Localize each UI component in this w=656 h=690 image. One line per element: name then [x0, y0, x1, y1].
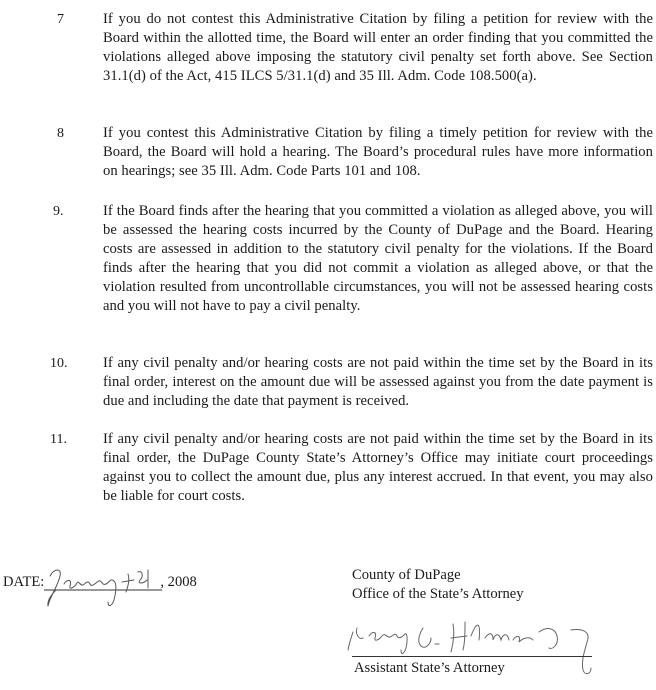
paragraph-text: If any civil penalty and/or hearing costs are not paid within the time set by the Board in its final order, the DuPage County State’s Attorney’s Office may initiate court proceedings against you to collect the amount due, plus any interest accrued. In that event, you may also be liable for court costs. [103, 431, 653, 504]
signature-line [352, 656, 592, 657]
issuer-county: County of DuPage [352, 567, 461, 583]
handwritten-date-signature [44, 566, 164, 606]
paragraph-text: If you contest this Administrative Citation by filing a timely petition for review with the Board, the Board will hold a hearing. The Board’s procedural rules have more information on hearings; see 35 Ill. Adm. Code Parts 101 and 108. [103, 125, 653, 179]
date-year: , 2008 [160, 574, 197, 590]
paragraph-text: If the Board finds after the hearing that you committed a violation as alleged above, you will be assessed the hearing costs incurred by the County of DuPage and the Board. Hearing costs are assessed in addition to the statutory civil penalty for the violations. If the Board finds after the hearing that you did not commit a violation as alleged above, or that the violation resulted from uncontrollable circumstances, you will not be assessed hearing costs and you will not have to pay a civil penalty. [103, 203, 653, 314]
paragraph-text: If any civil penalty and/or hearing costs are not paid within the time set by the Board in its final order, interest on the amount due will be assessed against you from the date payment is due and including the date that payment is received. [103, 355, 653, 409]
paragraph-number: 9. [53, 204, 64, 219]
date-label: DATE: [3, 574, 45, 590]
date-line [3, 566, 197, 606]
paragraph-text: If you do not contest this Administrative Citation by filing a petition for review with the Board within the allotted time, the Board will enter an order finding that you committed the violations alleged above imposing the statutory civil penalty set forth above. See Section 31.1(d) of the Act, 415 ILCS 5/31.1(d) and 35 Ill. Adm. Code 108.500(a). [103, 11, 653, 84]
issuer-office: Office of the State’s Attorney [352, 586, 524, 602]
handwritten-date-icon [44, 566, 174, 610]
paragraph-number: 11. [50, 432, 67, 447]
paragraph-number: 10. [50, 356, 68, 371]
signature-title: Assistant State’s Attorney [354, 660, 505, 676]
paragraph-number: 7 [57, 12, 64, 27]
issuer-block [352, 566, 524, 604]
paragraph-number: 8 [57, 126, 64, 141]
